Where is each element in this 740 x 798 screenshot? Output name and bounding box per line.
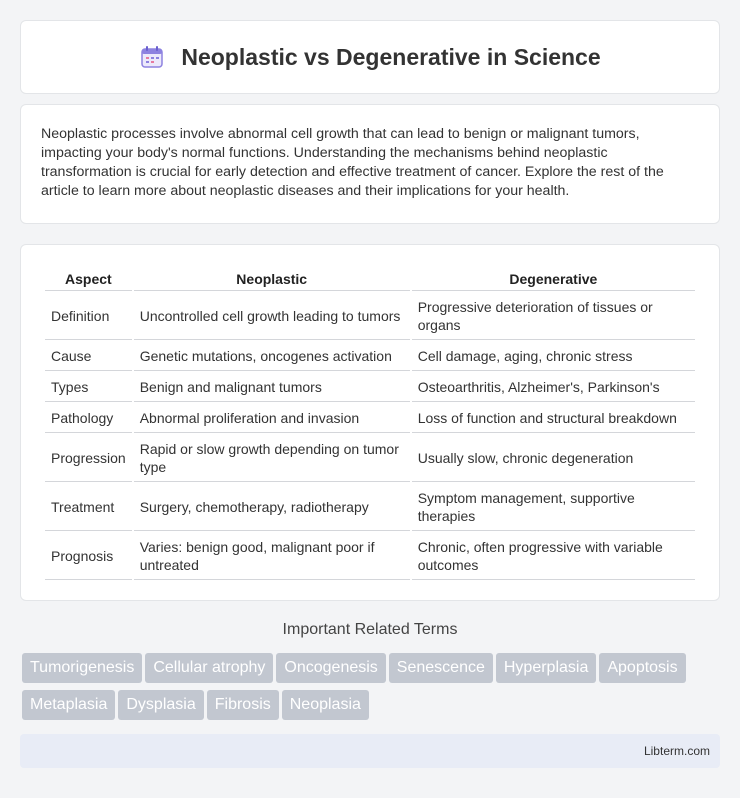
comparison-table — [43, 265, 697, 582]
row-aspect: Definition — [45, 293, 132, 340]
header-card — [20, 20, 720, 94]
row-degenerative: Usually slow, chronic degeneration — [412, 435, 695, 482]
table-row — [45, 342, 695, 371]
term-tag[interactable]: Tumorigenesis — [22, 653, 142, 683]
table-row — [45, 373, 695, 402]
row-aspect: Types — [45, 373, 132, 402]
header-degenerative: Degenerative — [412, 267, 695, 291]
term-tag[interactable]: Oncogenesis — [276, 653, 385, 683]
row-aspect: Progression — [45, 435, 132, 482]
row-degenerative: Loss of function and structural breakdown — [412, 404, 695, 433]
row-aspect: Cause — [45, 342, 132, 371]
row-degenerative: Osteoarthritis, Alzheimer's, Parkinson's — [412, 373, 695, 402]
row-aspect: Treatment — [45, 484, 132, 531]
row-neoplastic: Surgery, chemotherapy, radiotherapy — [134, 484, 410, 531]
header-aspect: Aspect — [45, 267, 132, 291]
table-row — [45, 293, 695, 340]
table-row — [45, 404, 695, 433]
comparison-card — [20, 244, 720, 601]
related-terms-title: Important Related Terms — [282, 621, 458, 638]
term-tag[interactable]: Metaplasia — [22, 690, 115, 720]
table-row — [45, 484, 695, 531]
related-terms-list — [22, 653, 722, 727]
term-tag[interactable]: Hyperplasia — [496, 653, 596, 683]
term-tag[interactable]: Apoptosis — [599, 653, 685, 683]
term-tag[interactable]: Senescence — [389, 653, 493, 683]
row-neoplastic: Genetic mutations, oncogenes activation — [134, 342, 410, 371]
row-degenerative: Cell damage, aging, chronic stress — [412, 342, 695, 371]
row-degenerative: Symptom management, supportive therapies — [412, 484, 695, 531]
footer — [20, 734, 720, 768]
row-degenerative: Progressive deterioration of tissues or organs — [412, 293, 695, 340]
row-neoplastic: Abnormal proliferation and invasion — [134, 404, 410, 433]
calendar-icon — [139, 44, 165, 70]
term-tag[interactable]: Neoplasia — [282, 690, 369, 720]
row-neoplastic: Rapid or slow growth depending on tumor type — [134, 435, 410, 482]
row-aspect: Pathology — [45, 404, 132, 433]
row-aspect: Prognosis — [45, 533, 132, 580]
row-neoplastic: Varies: benign good, malignant poor if untreated — [134, 533, 410, 580]
intro-paragraph: Neoplastic processes involve abnormal cell growth that can lead to benign or malignant tumors, impacting your body's normal functions. Understanding the mechanisms behind neoplastic transformation is crucial for early detection and effective treatment of cancer. Explore the rest of the article to learn more about neoplastic diseases and their implications for your health. — [41, 126, 664, 199]
table-row — [45, 435, 695, 482]
row-degenerative: Chronic, often progressive with variable outcomes — [412, 533, 695, 580]
term-tag[interactable]: Cellular atrophy — [145, 653, 273, 683]
row-neoplastic: Benign and malignant tumors — [134, 373, 410, 402]
page-title: Neoplastic vs Degenerative in Science — [181, 43, 601, 70]
term-tag[interactable]: Fibrosis — [207, 690, 279, 720]
footer-site-link[interactable]: Libterm.com — [643, 744, 710, 758]
table-header-row — [45, 267, 695, 291]
term-tag[interactable]: Dysplasia — [118, 690, 203, 720]
table-row — [45, 533, 695, 580]
row-neoplastic: Uncontrolled cell growth leading to tumors — [134, 293, 410, 340]
header-neoplastic: Neoplastic — [134, 267, 410, 291]
intro-card — [20, 104, 720, 224]
